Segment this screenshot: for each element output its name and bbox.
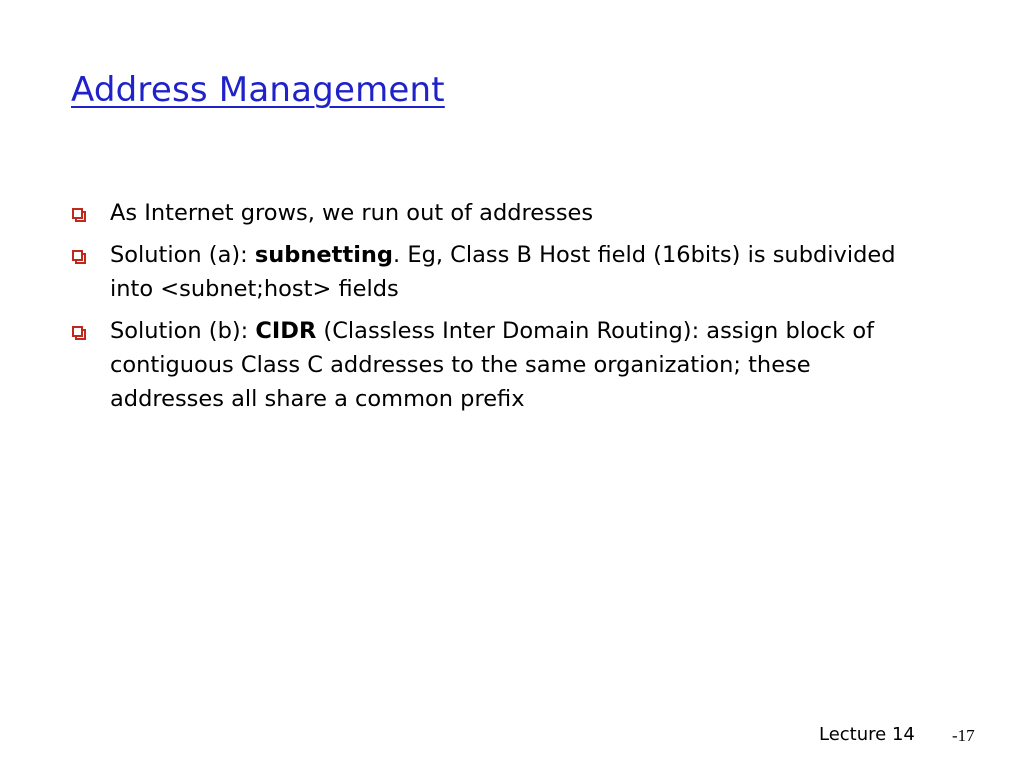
bullet-prefix: Solution (b):	[110, 318, 256, 344]
bullet-list	[72, 196, 922, 424]
bullet-item-internet-growth	[72, 196, 922, 230]
bullet-emphasis: subnetting	[254, 242, 394, 268]
slide-title: Address Management	[71, 70, 445, 110]
bullet-item-cidr	[72, 314, 922, 416]
bullet-text: As Internet grows, we run out of addresses	[110, 200, 594, 226]
bullet-prefix: Solution (a):	[110, 242, 255, 268]
lecture-label: Lecture 14	[819, 724, 915, 745]
hollow-square-bullet-icon	[72, 208, 86, 222]
bullet-suffix: . Eg, Class B Host field (16bits) is subdivided into <subnet;host> fields	[110, 242, 896, 302]
hollow-square-bullet-icon	[72, 250, 86, 264]
page-number: -17	[952, 726, 975, 745]
hollow-square-bullet-icon	[72, 326, 86, 340]
bullet-suffix: (Classless Inter Domain Routing): assign block of contiguous Class C addresses to the same organization; these addresses all share a common prefix	[110, 318, 875, 412]
bullet-item-subnetting	[72, 238, 922, 306]
bullet-emphasis: CIDR	[255, 318, 317, 344]
